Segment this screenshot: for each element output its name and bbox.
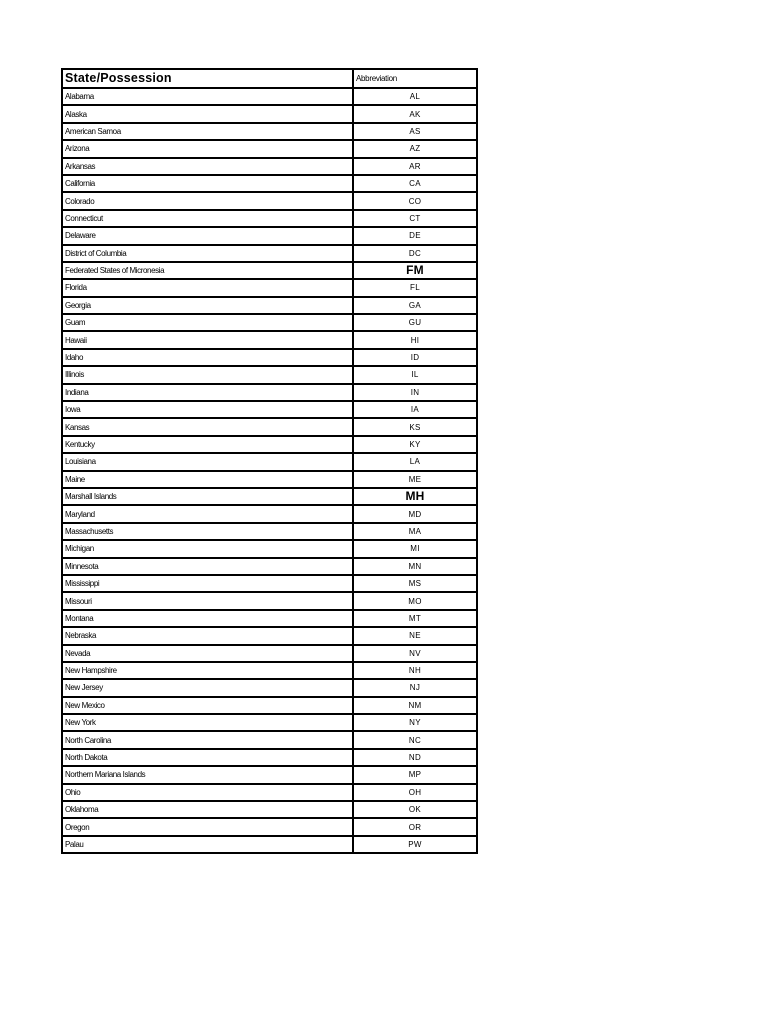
state-name-cell: Oregon	[62, 818, 353, 835]
table-row	[62, 627, 477, 644]
abbreviation-cell: MS	[353, 575, 477, 592]
table-row	[62, 349, 477, 366]
table-row	[62, 697, 477, 714]
header-row	[62, 69, 477, 88]
state-name-cell: Marshall Islands	[62, 488, 353, 505]
state-abbreviation-table	[61, 68, 478, 854]
table-row	[62, 505, 477, 522]
abbreviation-cell: AR	[353, 158, 477, 175]
abbreviation-cell: AK	[353, 105, 477, 122]
table-row	[62, 245, 477, 262]
state-name-cell: Illinois	[62, 366, 353, 383]
state-name-cell: Louisiana	[62, 453, 353, 470]
abbreviation-cell: IA	[353, 401, 477, 418]
abbreviation-cell: OR	[353, 818, 477, 835]
abbreviation-cell: NM	[353, 697, 477, 714]
table-row	[62, 662, 477, 679]
state-name-cell: Nevada	[62, 645, 353, 662]
table-row	[62, 210, 477, 227]
state-name-cell: Georgia	[62, 297, 353, 314]
abbreviation-cell: MH	[353, 488, 477, 505]
abbreviation-cell: DC	[353, 245, 477, 262]
state-name-cell: Colorado	[62, 192, 353, 209]
table-row	[62, 140, 477, 157]
state-name-cell: Kentucky	[62, 436, 353, 453]
table-row	[62, 453, 477, 470]
state-name-cell: District of Columbia	[62, 245, 353, 262]
table-row	[62, 818, 477, 835]
state-name-cell: New Hampshire	[62, 662, 353, 679]
abbreviation-cell: ME	[353, 471, 477, 488]
table-row	[62, 540, 477, 557]
abbreviation-cell: MD	[353, 505, 477, 522]
abbreviation-cell: MT	[353, 610, 477, 627]
table-row	[62, 471, 477, 488]
abbreviation-cell: DE	[353, 227, 477, 244]
state-name-cell: Indiana	[62, 384, 353, 401]
header-state-possession: State/Possession	[62, 69, 353, 88]
table-row	[62, 192, 477, 209]
abbreviation-cell: KS	[353, 418, 477, 435]
table-row	[62, 731, 477, 748]
table-body	[62, 88, 477, 853]
state-name-cell: Palau	[62, 836, 353, 853]
state-name-cell: Connecticut	[62, 210, 353, 227]
table-row	[62, 175, 477, 192]
abbreviation-cell: KY	[353, 436, 477, 453]
abbreviation-cell: AZ	[353, 140, 477, 157]
abbreviation-cell: NH	[353, 662, 477, 679]
abbreviation-cell: NY	[353, 714, 477, 731]
state-name-cell: Ohio	[62, 784, 353, 801]
abbreviation-cell: MP	[353, 766, 477, 783]
abbreviation-cell: ND	[353, 749, 477, 766]
table-row	[62, 262, 477, 279]
header-abbreviation: Abbreviation	[353, 69, 477, 88]
table-row	[62, 401, 477, 418]
table-row	[62, 714, 477, 731]
abbreviation-cell: IL	[353, 366, 477, 383]
abbreviation-cell: GU	[353, 314, 477, 331]
state-name-cell: Guam	[62, 314, 353, 331]
state-name-cell: Maryland	[62, 505, 353, 522]
table-row	[62, 523, 477, 540]
table-row	[62, 749, 477, 766]
abbreviation-cell: FM	[353, 262, 477, 279]
table-row	[62, 488, 477, 505]
table-row	[62, 314, 477, 331]
state-name-cell: Massachusetts	[62, 523, 353, 540]
state-name-cell: New Jersey	[62, 679, 353, 696]
table-row	[62, 766, 477, 783]
table-row	[62, 801, 477, 818]
state-name-cell: Mississippi	[62, 575, 353, 592]
state-name-cell: New York	[62, 714, 353, 731]
abbreviation-cell: MO	[353, 592, 477, 609]
state-name-cell: New Mexico	[62, 697, 353, 714]
state-name-cell: American Samoa	[62, 123, 353, 140]
table-row	[62, 366, 477, 383]
table-row	[62, 784, 477, 801]
state-name-cell: Kansas	[62, 418, 353, 435]
state-name-cell: Alabama	[62, 88, 353, 105]
table-row	[62, 331, 477, 348]
state-name-cell: Oklahoma	[62, 801, 353, 818]
state-name-cell: Minnesota	[62, 558, 353, 575]
table-row	[62, 158, 477, 175]
table-row	[62, 679, 477, 696]
table-row	[62, 575, 477, 592]
state-abbreviation-sheet	[61, 68, 478, 854]
abbreviation-cell: LA	[353, 453, 477, 470]
state-name-cell: Iowa	[62, 401, 353, 418]
state-name-cell: Michigan	[62, 540, 353, 557]
state-name-cell: Hawaii	[62, 331, 353, 348]
table-row	[62, 418, 477, 435]
state-name-cell: Northern Mariana Islands	[62, 766, 353, 783]
abbreviation-cell: CO	[353, 192, 477, 209]
abbreviation-cell: ID	[353, 349, 477, 366]
table-row	[62, 558, 477, 575]
abbreviation-cell: NJ	[353, 679, 477, 696]
abbreviation-cell: NE	[353, 627, 477, 644]
table-row	[62, 105, 477, 122]
table-row	[62, 384, 477, 401]
state-name-cell: Arizona	[62, 140, 353, 157]
abbreviation-cell: IN	[353, 384, 477, 401]
state-name-cell: Idaho	[62, 349, 353, 366]
table-row	[62, 592, 477, 609]
state-name-cell: Arkansas	[62, 158, 353, 175]
table-row	[62, 836, 477, 853]
table-row	[62, 227, 477, 244]
abbreviation-cell: CA	[353, 175, 477, 192]
abbreviation-cell: CT	[353, 210, 477, 227]
state-name-cell: Maine	[62, 471, 353, 488]
abbreviation-cell: AS	[353, 123, 477, 140]
state-name-cell: Alaska	[62, 105, 353, 122]
state-name-cell: North Dakota	[62, 749, 353, 766]
state-name-cell: Nebraska	[62, 627, 353, 644]
abbreviation-cell: GA	[353, 297, 477, 314]
state-name-cell: North Carolina	[62, 731, 353, 748]
state-name-cell: Missouri	[62, 592, 353, 609]
abbreviation-cell: OH	[353, 784, 477, 801]
state-name-cell: Florida	[62, 279, 353, 296]
state-name-cell: Federated States of Micronesia	[62, 262, 353, 279]
table-row	[62, 297, 477, 314]
abbreviation-cell: AL	[353, 88, 477, 105]
table-row	[62, 610, 477, 627]
abbreviation-cell: OK	[353, 801, 477, 818]
state-name-cell: Montana	[62, 610, 353, 627]
table-row	[62, 123, 477, 140]
state-name-cell: California	[62, 175, 353, 192]
table-row	[62, 436, 477, 453]
state-name-cell: Delaware	[62, 227, 353, 244]
abbreviation-cell: NC	[353, 731, 477, 748]
abbreviation-cell: MA	[353, 523, 477, 540]
table-row	[62, 279, 477, 296]
abbreviation-cell: PW	[353, 836, 477, 853]
abbreviation-cell: HI	[353, 331, 477, 348]
abbreviation-cell: NV	[353, 645, 477, 662]
table-row	[62, 88, 477, 105]
abbreviation-cell: FL	[353, 279, 477, 296]
abbreviation-cell: MI	[353, 540, 477, 557]
abbreviation-cell: MN	[353, 558, 477, 575]
table-row	[62, 645, 477, 662]
